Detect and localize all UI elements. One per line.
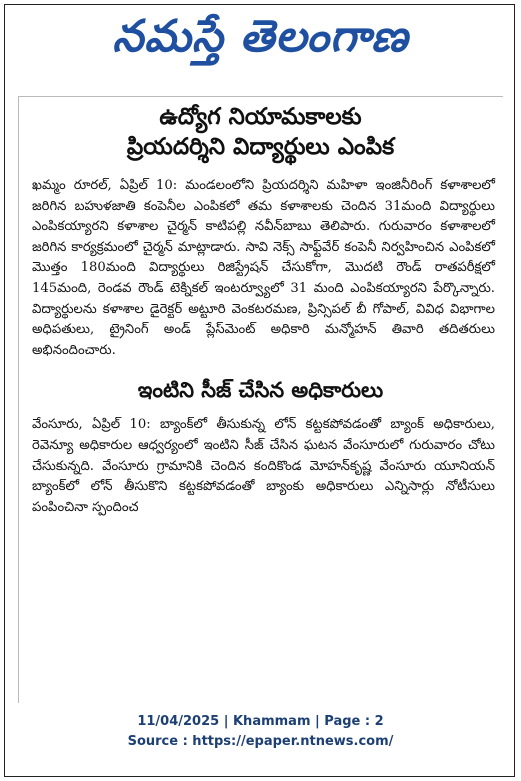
newspaper-clipping [18,96,503,703]
article1-headline-line2: ప్రియదర్శిని విద్యార్థులు ఎంపిక [126,134,395,160]
article1-body: ఖమ్మం రూరల్, ఏప్రిల్ 10: మండలంలోని ప్రియదర్శిని మహిళా ఇంజినీరింగ్ కళాశాలలో జరిగిన బహుళజాతి కంపెనీల ఎంపికలో తమ కళాశాలకు చెందిన 31మంది విద్యార్థులు ఎంపికయ్యారని కళాశాల చైర్మన్ కాటిపల్లి నవీన్‌బాబు తెలిపారు. గురువారం కళాశాలలో జరిగిన కార్యక్రమంలో చైర్మన్ మాట్లాడారు. సావి నెక్స్ సాఫ్ట్‌వేర్ కంపెనీ నిర్వహించిన ఎంపికలో మొత్తం 180మంది విద్యార్థులు రిజిస్ట్రేషన్ చేసుకోగా, మొదటి రౌండ్ రాతపరీక్షలో 145మంది, రెండవ రౌండ్ టెక్నికల్ ఇంటర్వ్యూలో 31 మంది ఎంపికయ్యారని పేర్కొన్నారు. విద్యార్థులను కళాశాల డైరెక్టర్ అట్టూరి వెంకటరమణ, ప్రిన్సిపల్ బీ గోపాల్, వివిధ విభాగాల అధిపతులు, ట్రైనింగ్ అండ్ ప్లేస్‌మెంట్ అధికారి మన్మోహన్ తివారి తదితరులు అభినందించారు. [32,178,495,358]
column-rule-vertical [18,96,19,703]
footer-date-edition-page: 11/04/2025 | Khammam | Page : 2 [137,714,384,729]
article2-headline: ఇంటిని సీజ్ చేసిన అధికారులు [137,378,384,403]
source-footer [0,712,521,752]
newspaper-masthead [0,6,521,68]
article-house-seized [18,375,503,518]
footer-source-link[interactable]: Source : https://epaper.ntnews.com/ [127,734,394,749]
column-rule-horizontal [18,96,503,97]
article1-headline-line1: ఉద్యోగ నియామకాలకు [159,104,362,130]
article-placement-news [18,102,503,361]
masthead-title: నమస్తే తెలంగాణ [112,11,409,62]
article2-body: వేంసూరు, ఏప్రిల్ 10: బ్యాంక్‌లో తీసుకున్న లోన్ కట్టకపోవడంతో బ్యాంక్ అధికారులు, రెవెన్యూ అధికారుల ఆధ్వర్యంలో ఇంటిని సీజ్ చేసిన ఘటన వేంసూరులో గురువారం చోటు చేసుకున్నది. వేంసూరు గ్రామానికి చెందిన కందికొండ మోహన్‌కృష్ణ వేంసూరు యూనియన్ బ్యాంక్‌లో లోన్ తీసుకొని కట్టకపోవడంతో బ్యాంకు అధికారులు ఎన్నిసార్లు నోటీసులు పంపించినా స్పందించ [32,417,495,515]
